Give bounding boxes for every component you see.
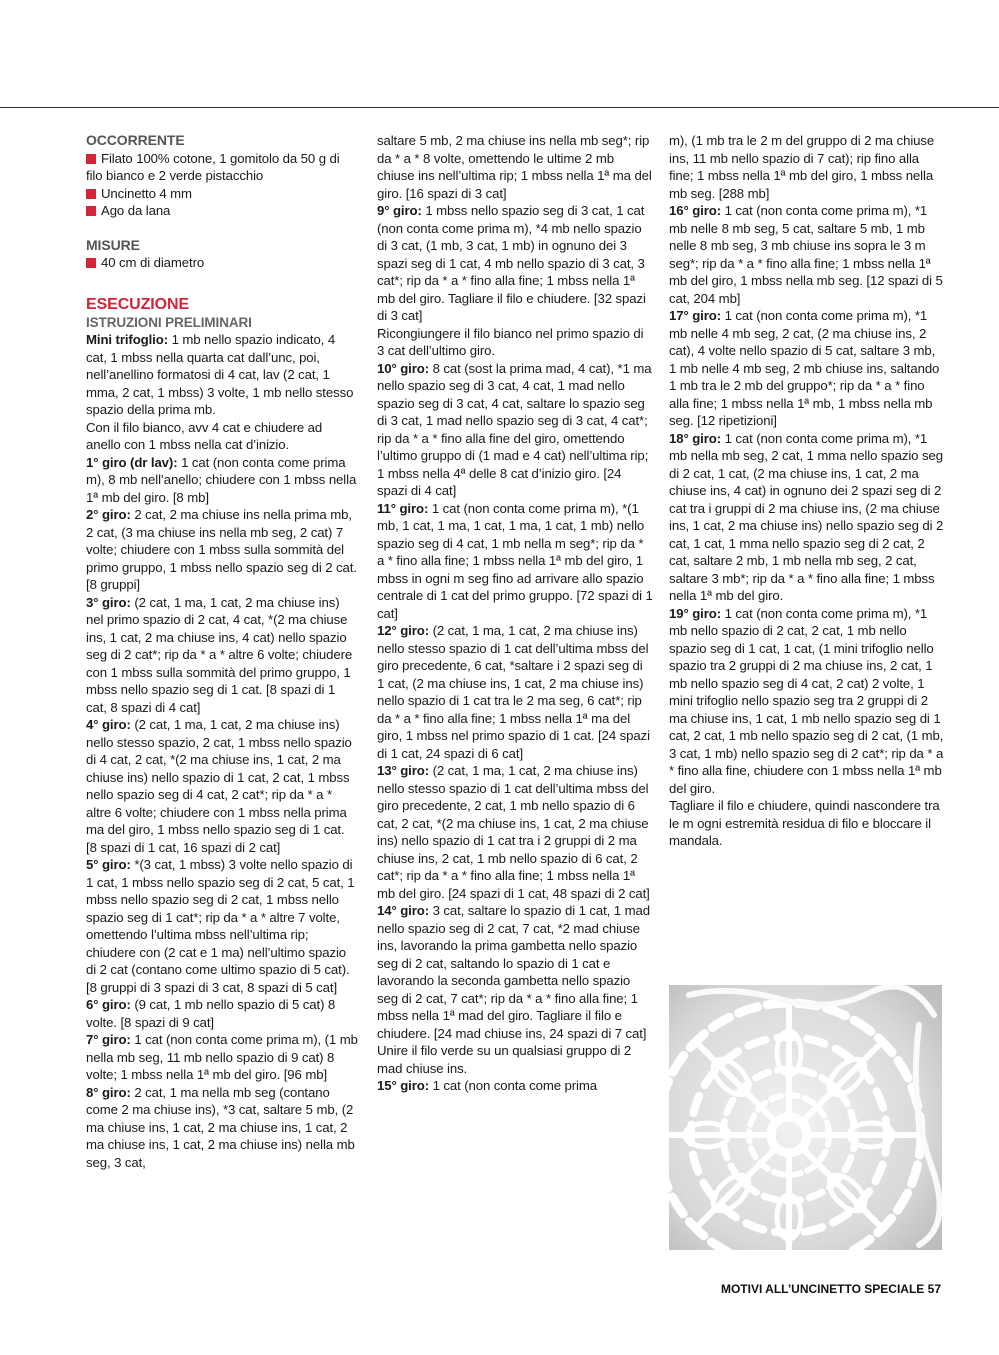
instruction-text: (2 cat, 1 ma, 1 cat, 2 ma chiuse ins) nello stesso spazio di 1 cat dell’ultima mbss del giro precedente, 2 cat, 1 mb nello spazio di 6 cat, 2 cat, *(2 ma chiuse ins, 1 cat, 2 ma chiuse ins) nello spazio di 1 cat tra i 2 gruppi di 2 ma chiuse ins, 2 cat, 1 mb nello spazio di 6 cat, 2 cat*; rip da * a * fino alla fine; 1 mbss nella 1ª mb del giro. [24 spazi di 1 cat, 48 spazi di 2 cat] [377,763,650,901]
column-1-instructions [86,331,358,1171]
misure-heading: MISURE [86,236,140,253]
column-2 [377,132,653,1095]
instruction-paragraph [86,331,358,419]
round-label: 19° giro: [669,605,722,621]
instruction-paragraph [669,202,945,307]
instruction-paragraph [377,1042,653,1077]
instruction-text: 3 cat, saltare lo spazio di 1 cat, 1 mad nello spazio seg di 2 cat, 7 cat, *2 mad chiuse ins, lavorando la prima gambetta nello spazio seg di 2 cat, saltando lo spazio di 1 cat e lavorando la seconda gambetta nello spazio seg di 2 cat, 7 cat*; rip da * a * fino alla fine; 1 mbss nella 1ª mad del giro. Tagliare il filo e chiudere. [24 mad chiuse ins, 24 spazi di 7 cat] [377,903,650,1041]
instruction-paragraph [86,419,358,454]
round-label: 5° giro: [86,857,131,872]
page-number: 57 [927,1282,941,1296]
instruction-text: 2 cat, 2 ma chiuse ins nella prima mb, 2 cat, (3 ma chiuse ins nella mb seg, 2 cat) 7 volte; chiudere con 1 mbss sulla sommità del primo gruppo, 1 mbss nello spazio seg di 2 cat. [8 gruppi] [86,507,357,592]
column-2-instructions [377,132,653,1095]
magazine-name: MOTIVI ALL’UNCINETTO SPECIALE [720,1282,925,1296]
round-label: 12° giro: [377,623,430,638]
instruction-paragraph [86,856,358,996]
instruction-paragraph [669,605,945,798]
instruction-paragraph [669,132,945,202]
instruction-paragraph [669,307,945,430]
instruction-paragraph [377,202,653,325]
instruction-text: 1 cat (non conta come prima m), *1 mb nelle 4 mb seg, 2 cat, (2 ma chiuse ins, 2 cat), 4 volte nello spazio di 5 cat, saltare 3 mb, 1 mb nelle 4 mb seg, 2 mb chiuse ins, saltando 1 mb tra le 2 mb del gruppo*; rip da * a * fino alla fine; 1 mbss nella 1ª mb, 1 mbss nella mb seg. [12 ripetizioni] [669,308,940,428]
instruction-paragraph [669,430,945,605]
instruction-paragraph [86,1031,358,1084]
round-label: 4° giro: [86,717,131,732]
occorrente-item: Ago da lana [86,202,358,220]
instruction-paragraph [377,902,653,1042]
instruction-text: 1 cat (non conta come prima m), *(1 mb, 1 cat, 1 ma, 1 cat, 1 ma, 1 cat, 1 mb) nello spazio seg di 4 cat, 1 mb nella m seg*; rip da * a * fino alla fine; 1 mbss nella 1ª mb del giro, 1 mbss in ogni m seg fino ad arrivare allo spazio centrale di 1 cat del primo gruppo. [72 spazi di 1 cat] [377,500,653,621]
instruction-paragraph [377,762,653,902]
instruction-text: (2 cat, 1 ma, 1 cat, 2 ma chiuse ins) nello stesso spazio, 2 cat, 1 mbss nello spazio di 4 cat, 2 cat, *(2 ma chiuse ins, 1 cat, 2 ma chiuse ins) nello spazio di 1 cat, 2 cat, 1 mbss nello spazio seg di 4 cat, 2 cat*; rip da * a * altre 6 volte; chiudere con 1 mbss nella prima ma del giro, 1 mbss nello spazio seg di 1 cat. [8 spazi di 1 cat, 16 spazi di 2 cat] [86,717,352,855]
instruction-text: 1 cat (non conta come prima m), (1 mb nella mb seg, 11 mb nello spazio di 9 cat) 8 volte; 1 mbss nella 1ª mb del giro. [96 mb] [86,1032,358,1082]
instruction-text: 1 cat (non conta come prima m), 8 mb nell’anello; chiudere con 1 mbss nella 1ª mb del giro. [8 mb] [86,454,357,505]
instruction-paragraph [86,716,358,856]
header-rule [0,107,999,108]
instruction-paragraph [86,506,358,594]
instruction-text: saltare 5 mb, 2 ma chiuse ins nella mb seg*; rip da * a * 8 volte, omettendo le ultime 2 mb chiuse ins nell’ultima rip; 1 mbss nella 1ª ma del giro. [16 spazi di 3 cat] [377,133,652,201]
round-label: 6° giro: [86,997,131,1012]
instruction-text: 1 cat (non conta come prima m), *1 mb nelle 8 mb seg, 5 cat, saltare 5 mb, 1 mb nelle 8 mb seg, 3 mb chiuse ins sopra le 3 m seg*; rip da * a * fino alla fine; 1 mbss nella 1ª mb del giro, 1 mbss nella mb seg. [12 spazi di 5 cat, 204 mb] [669,203,943,306]
round-label: 17° giro: [669,308,722,323]
round-label: 18° giro: [669,430,722,446]
instruction-paragraph [377,622,653,762]
occorrente-list [86,150,358,220]
instruction-paragraph [86,1084,358,1172]
occorrente-item: Uncinetto 4 mm [86,185,358,203]
column-1 [86,132,358,1171]
esecuzione-heading: ESECUZIONE [86,295,190,313]
instruction-text: 1 cat (non conta come prima m), *1 mb nello spazio di 2 cat, 2 cat, 1 mb nello spazio seg di 1 cat, 1 cat, (1 mini trifoglio nello spazio tra 2 gruppi di 2 ma chiuse ins, 2 cat, 1 mb nello spazio seg di 4 cat, 2 cat) 2 volte, 1 mini trifoglio nello spazio seg tra 2 gruppi di 2 ma chiuse ins, 1 cat, 1 mb nello spazio seg di 1 cat, 2 cat, 1 mb nello spazio seg di 2 cat, (1 mb, 3 cat, 1 mb) nello spazio seg di 2 cat*; rip da * a * fino alla fine, chiudere con 1 mbss nella 1ª mb del giro. [669,605,944,796]
instruction-text: 1 cat (non conta come prima m), *1 mb nella mb seg, 2 cat, 1 mma nello spazio seg di 2 cat, 1 cat, (2 ma chiuse ins, 1 cat, 2 ma chiuse ins, 4 cat) in ognuno dei 2 spazi seg di 2 cat tra i gruppi di 2 ma chiuse ins, (2 ma chiuse ins, 1 cat, 2 ma chiuse ins) nello spazio seg di 2 cat, 1 cat, 1 mma nello spazio seg di 2 cat, 2 cat, saltare 2 mb, 1 mb nella mb seg, 2 cat, saltare 3 mb*; rip da * a * fino alla fine; 1 mbss nella 1ª mb del giro. [669,430,944,603]
round-label: 2° giro: [86,507,131,522]
instruction-text: (2 cat, 1 ma, 1 cat, 2 ma chiuse ins) nello stesso spazio di 1 cat dell’ultima mbss del giro precedente, 6 cat, *saltare i 2 spazi seg di 1 cat, (2 ma chiuse ins, 1 cat, 2 ma chiuse ins) nello spazio di 1 cat tra le 2 ma seg, 6 cat*; rip da * a * fino alla fine; 1 mbss nella 1ª ma del giro, 1 mbss nel primo spazio di 1 cat. [24 spazi di 1 cat, 24 spazi di 6 cat] [377,623,650,761]
instruction-text: 1 mbss nello spazio seg di 3 cat, 1 cat (non conta come prima m), *4 mb nello spazio di 3 cat, (1 mb, 3 cat, 1 mb) in ognuno dei 3 spazi seg di 1 cat, 4 mb nello spazio di 3 cat, 3 cat*; rip da * a * fino alla fine; 1 mbss nella 1ª mb del giro. Tagliare il filo e chiudere. [32 spazi di 3 cat] [377,203,646,323]
instruction-paragraph [377,360,653,500]
instruction-text: Tagliare il filo e chiudere, quindi nascondere tra le m ogni estremità residua di filo e bloccare il mandala. [669,798,940,848]
round-label: 16° giro: [669,203,722,218]
instruction-text: Unire il filo verde su un qualsiasi gruppo di 2 mad chiuse ins. [377,1043,632,1076]
misure-item: 40 cm di diametro [86,254,358,272]
round-label: 9° giro: [377,203,422,218]
round-label: Mini trifoglio: [86,332,168,347]
instruction-paragraph [377,325,653,360]
instruction-text: Con il filo bianco, avv 4 cat e chiudere ad anello con 1 mbss nella cat d’inizio. [86,419,323,452]
istruzioni-subheading: ISTRUZIONI PRELIMINARI [86,314,252,330]
instruction-paragraph [86,454,358,507]
instruction-text: (9 cat, 1 mb nello spazio di 5 cat) 8 volte. [8 spazi di 9 cat] [86,997,336,1030]
instruction-text: *(3 cat, 1 mbss) 3 volte nello spazio di 1 cat, 1 mbss nello spazio seg di 2 cat, 5 cat, 1 mbss nello spazio seg di 2 cat, 1 mbss nello spazio seg di 1 cat*; rip da * a * altre 7 volte, omettendo l’ultima mbss nell’ultima rip; chiudere con (2 cat e 1 ma) nell’ultimo spazio di 2 cat (contano come ultimo spazio di 5 cat). [8 gruppi di 3 spazi di 3 cat, 8 spazi di 5 cat] [86,857,355,995]
instruction-paragraph [377,500,653,623]
round-label: 10° giro: [377,360,430,376]
occorrente-heading: OCCORRENTE [86,132,185,148]
instruction-text: m), (1 mb tra le 2 m del gruppo di 2 ma chiuse ins, 11 mb nello spazio di 7 cat); rip fino alla fine; 1 mbss nella 1ª mb del giro, 1 mbss nella mb seg. [288 mb] [669,133,935,201]
round-label: 15° giro: [377,1078,430,1093]
instruction-paragraph [86,996,358,1031]
round-label: 8° giro: [86,1084,131,1100]
instruction-paragraph [377,1077,653,1095]
instruction-text: 1 cat (non conta come prima [429,1078,598,1093]
crochet-mandala-photo [669,985,942,1250]
column-3-instructions [669,132,945,850]
round-label: 11° giro: [377,500,429,516]
instruction-text: Ricongiungere il filo bianco nel primo spazio di 3 cat dell’ultimo giro. [377,325,644,358]
instruction-paragraph [669,797,945,850]
round-label: 13° giro: [377,763,430,778]
round-label: 1° giro (dr lav): [86,454,178,470]
instruction-paragraph [377,132,653,202]
instruction-paragraph [86,594,358,717]
instruction-text: 2 cat, 1 ma nella mb seg (contano come 2 ma chiuse ins), *3 cat, saltare 5 mb, (2 ma chiuse ins, 1 cat, 2 ma chiuse ins, 1 cat, 2 ma chiuse ins, 1 cat, 2 ma chiuse ins) nella mb seg, 3 cat, [86,1084,355,1170]
column-3 [669,132,945,850]
instruction-text: 8 cat (sost la prima mad, 4 cat), *1 ma nello spazio seg di 3 cat, 4 cat, 1 mad nello spazio seg di 3 cat, 4 cat, saltare lo spazio seg di 3 cat, 1 mad nello spazio seg di 3 cat, 4 cat*; rip da * a * fino alla fine del giro, omettendo l’ultimo gruppo di (1 mad e 4 cat) nell’ultima rip; 1 mbss nella 4ª delle 8 cat d’inizio giro. [24 spazi di 4 cat] [377,360,652,498]
round-label: 14° giro: [377,903,430,918]
occorrente-item: Filato 100% cotone, 1 gomitolo da 50 g di filo bianco e 2 verde pistacchio [86,150,358,185]
instruction-text: (2 cat, 1 ma, 1 cat, 2 ma chiuse ins) nel primo spazio di 2 cat, 4 cat, *(2 ma chiuse ins, 1 cat, 2 ma chiuse ins, 4 cat) nello spazio seg di 2 cat*; rip da * a * altre 6 volte; chiudere con 1 mbss sulla sommità del primo gruppo, 1 mbss nello spazio seg di 1 cat. [8 spazi di 1 cat, 8 spazi di 4 cat] [86,594,353,715]
page-footer [721,1282,941,1296]
instruction-text: 1 mb nello spazio indicato, 4 cat, 1 mbss nella quarta cat dall’unc, poi, nell’anellino formatosi di 4 cat, lav (2 cat, 1 mma, 2 cat, 1 mbss) 3 volte, 1 mb nello stesso spazio della prima mb. [86,332,354,417]
round-label: 7° giro: [86,1032,131,1047]
round-label: 3° giro: [86,594,131,610]
